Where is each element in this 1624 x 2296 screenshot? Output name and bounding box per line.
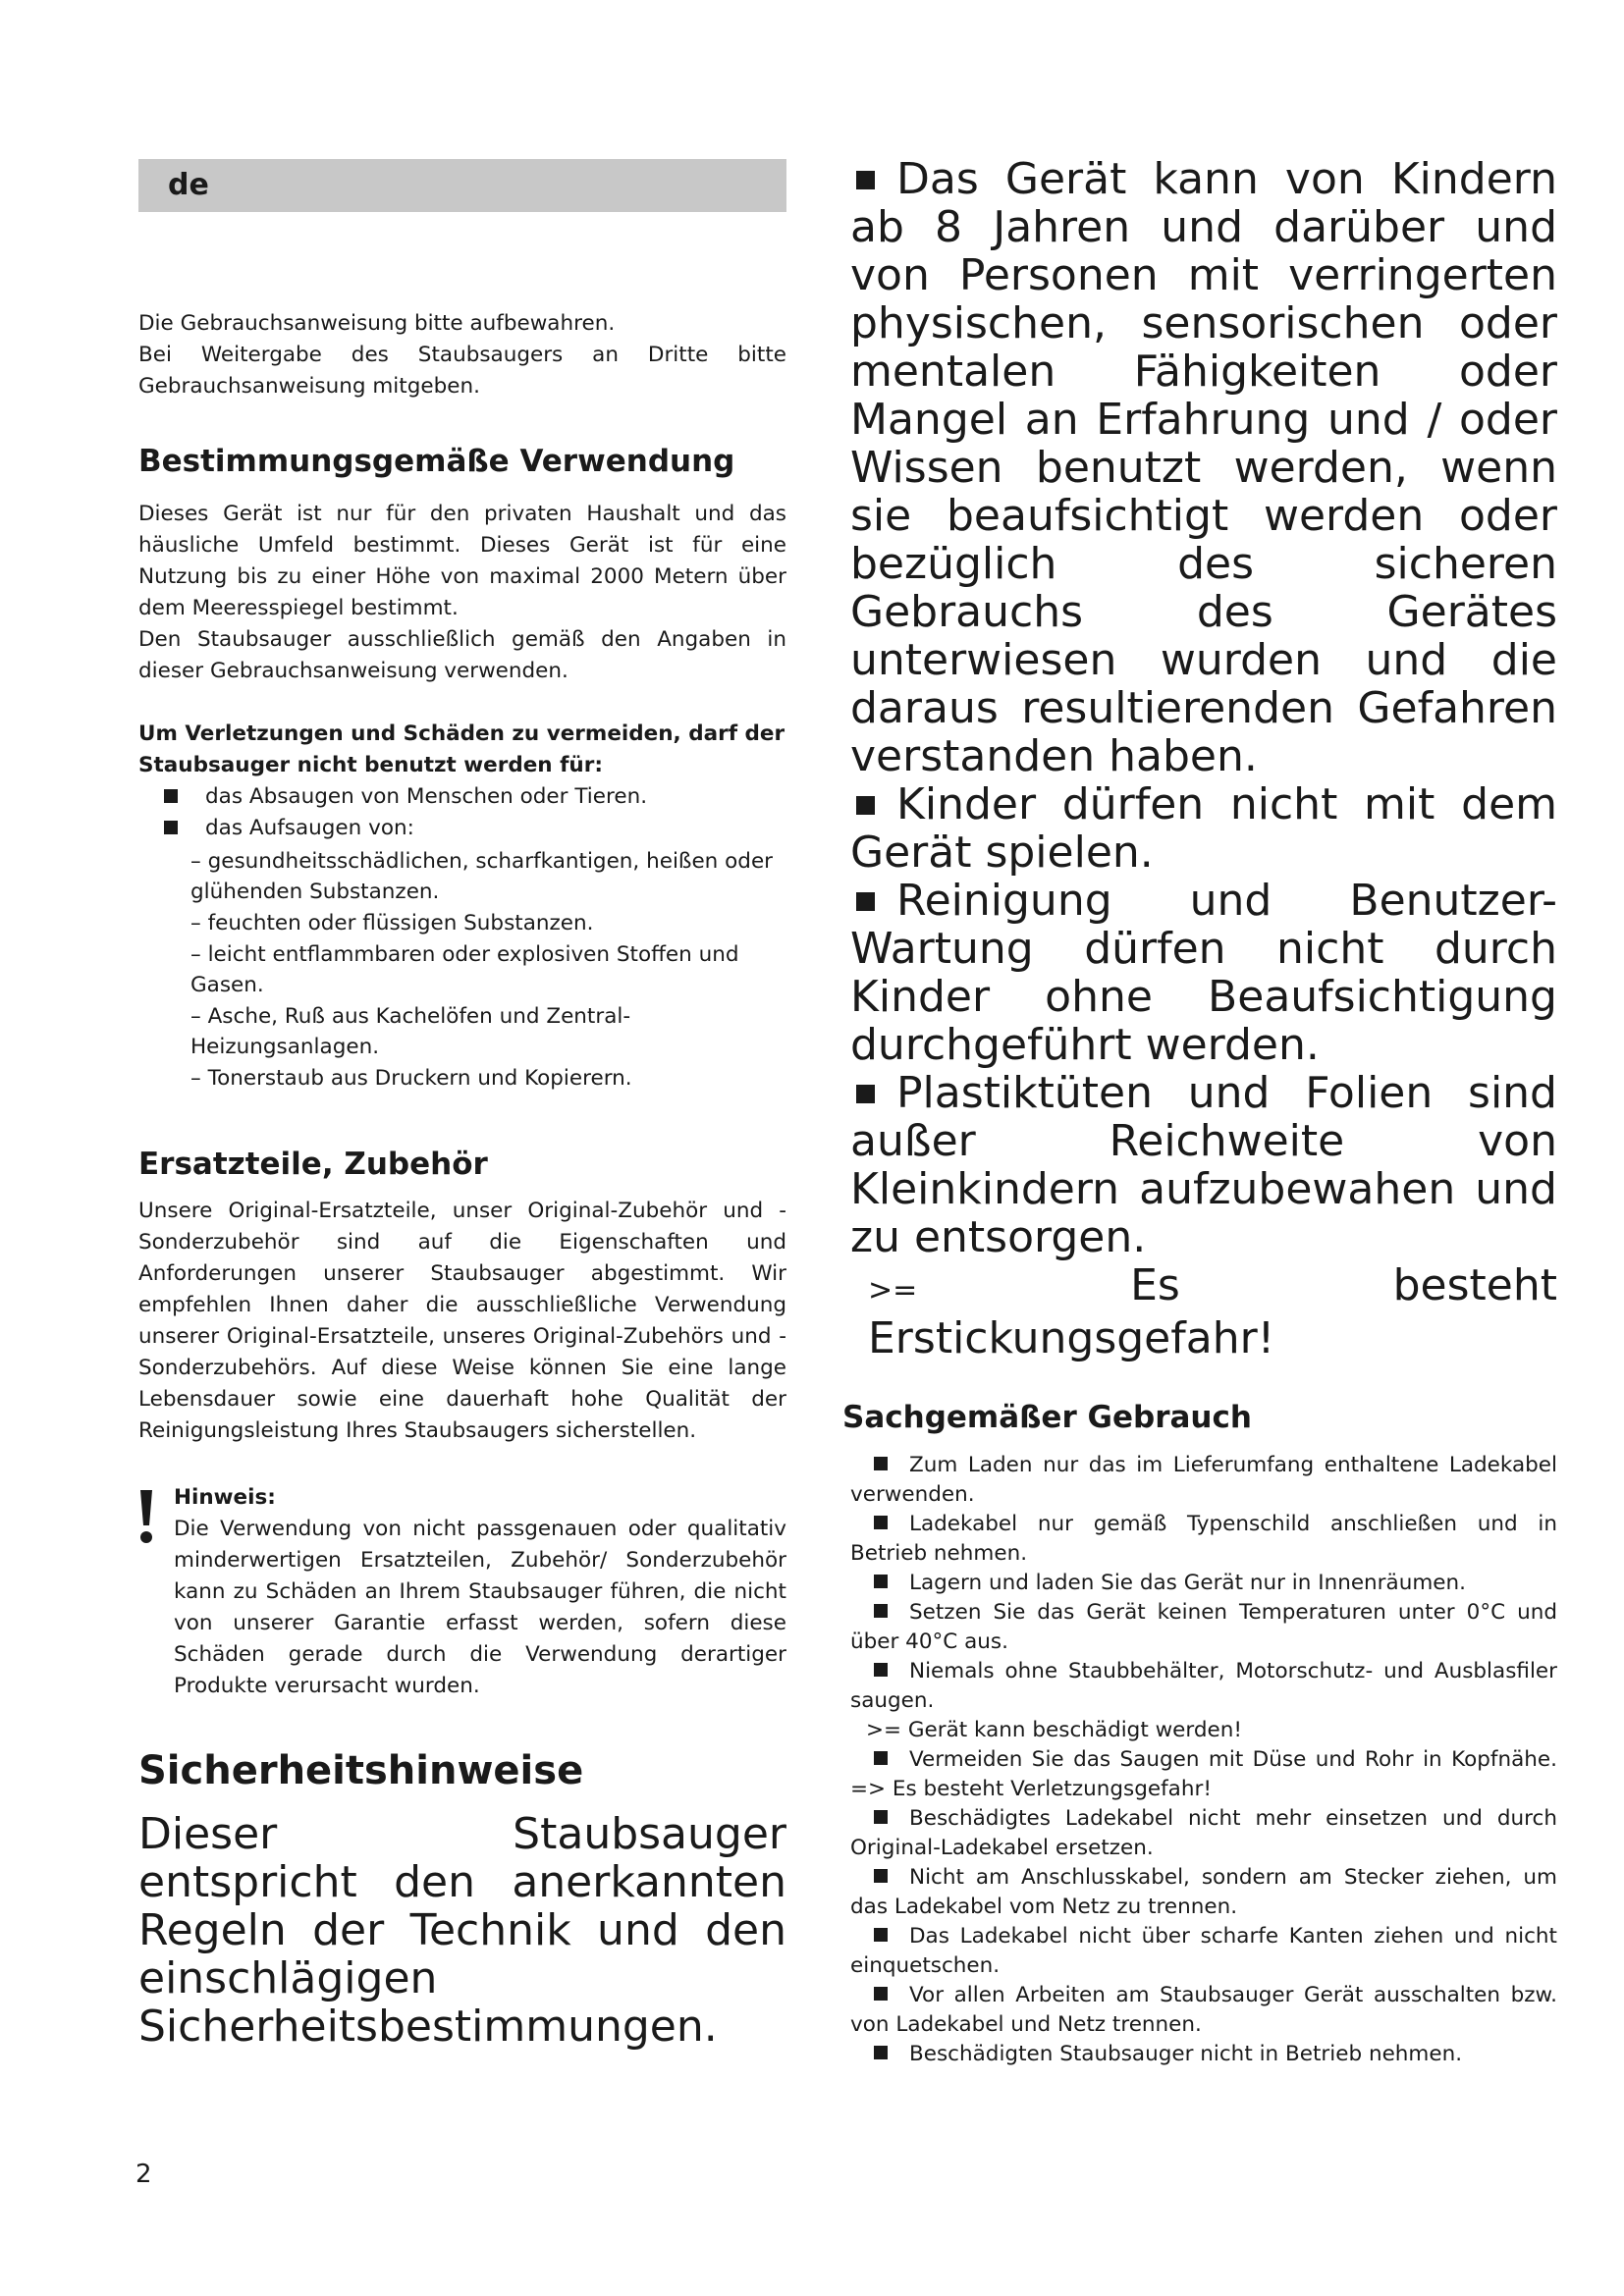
left-column xyxy=(138,159,786,2051)
note-text: Die Verwendung von nicht passgenauen oder qualitativ minderwertigen Ersatzteilen, Zubehör/ Sonderzubehör kann zu Schäden an Ihrem Staubsauger führen, die nicht von unserer Garantie erfasst werden, sofern diese Schäden gerade durch die Verwendung derartiger Produkte verursacht wurden. xyxy=(174,1517,786,1698)
proper-use-list xyxy=(850,1451,1557,2069)
warning-heading: Um Verletzungen und Schäden zu vermeiden, darf der Staubsauger nicht benutzt werden für: xyxy=(138,721,785,777)
intended-use-paragraph-2: Den Staubsauger ausschließlich gemäß den Angaben in dieser Gebrauchsanweisung verwenden. xyxy=(138,627,786,683)
list-item: Lagern und laden Sie das Gerät nur in Innenräumen. xyxy=(850,1569,1557,1598)
bullet-square-icon xyxy=(856,1085,875,1103)
list-item: Beschädigten Staubsauger nicht in Betrieb nehmen. xyxy=(850,2040,1557,2069)
note-box xyxy=(138,1482,786,1702)
damage-note: >= Gerät kann beschädigt werden! xyxy=(866,1718,1242,1742)
bullet-square-icon xyxy=(856,892,875,911)
heading-safety: Sicherheitshinweise xyxy=(138,1748,584,1793)
intended-use-paragraph-1: Dieses Gerät ist nur für den privaten Haushalt und das häusliche Umfeld bestimmt. Dieses Gerät ist für eine Nutzung bis zu einer Höhe von maximal 2000 Metern über dem Meeresspiegel bestimmt. xyxy=(138,502,786,620)
bullet-square-icon xyxy=(874,2046,888,2059)
bullet-square-icon xyxy=(856,796,875,815)
list-item: Plastiktüten und Folien sind außer Reichweite von Kleinkindern aufzubewahen und zu entsorgen. xyxy=(850,1068,1557,1262)
list-item: Ladekabel nur gemäß Typenschild anschließen und in Betrieb nehmen. xyxy=(850,1512,1557,1566)
suffocation-note: >= Es besteht Erstickungsgefahr! xyxy=(868,1260,1557,1363)
list-item: das Absaugen von Menschen oder Tieren. xyxy=(138,781,786,813)
list-item: Reinigung und Benutzer-Wartung dürfen nicht durch Kinder ohne Beaufsichtigung durchgeführt werden. xyxy=(850,876,1557,1070)
warning-bullet-list xyxy=(138,781,786,844)
heading-intended-use: Bestimmungsgemäße Verwendung xyxy=(138,444,735,479)
bullet-square-icon xyxy=(874,1810,888,1824)
list-item: Zum Laden nur das im Lieferumfang enthaltene Ladekabel verwenden. xyxy=(850,1453,1557,1507)
list-item: Das Ladekabel nicht über scharfe Kanten ziehen und nicht einquetschen. xyxy=(850,1924,1557,1978)
intro-line-1: Die Gebrauchsanweisung bitte aufbewahren. xyxy=(138,311,616,336)
substance-dash-list xyxy=(138,846,786,1094)
list-item: – gesundheitsschädlichen, scharfkantigen, heißen oder glühenden Substanzen. xyxy=(190,849,774,904)
intro-line-2: Bei Weitergabe des Staubsaugers an Dritte bitte Gebrauchsanweisung mitgeben. xyxy=(138,343,786,399)
page-number: 2 xyxy=(135,2160,152,2189)
bullet-square-icon xyxy=(874,1575,888,1588)
exclamation-icon xyxy=(136,1488,156,1547)
heading-proper-use: Sachgemäßer Gebrauch xyxy=(842,1400,1252,1435)
bullet-square-icon xyxy=(856,171,875,189)
arrow-marker: >= xyxy=(868,1273,918,1308)
list-item: – leicht entflammbaren oder explosiven Stoffen und Gasen. xyxy=(190,942,739,997)
safety-big-list xyxy=(850,155,1557,1362)
list-item: Nicht am Anschlusskabel, sondern am Stecker ziehen, um das Ladekabel vom Netz zu trennen. xyxy=(850,1865,1557,1919)
list-item: – Tonerstaub aus Druckern und Kopierern. xyxy=(190,1066,632,1091)
right-column xyxy=(842,154,1557,2069)
bullet-square-icon xyxy=(874,1516,888,1529)
list-item: Kinder dürfen nicht mit dem Gerät spielen. xyxy=(850,779,1557,878)
list-item: Das Gerät kann von Kindern ab 8 Jahren und darüber und von Personen mit verringerten physischen, sensorischen oder mentalen Fähigkeiten oder Mangel an Erfahrung und / oder Wissen benutzt werden, wenn sie beaufsichtigt werden oder bezüglich des sicheren Gebrauchs des Gerätes unterwiesen wurden und die daraus resultierenden Gefahren verstanden haben. xyxy=(850,154,1557,781)
language-tag: de xyxy=(138,159,786,212)
heading-spare-parts: Ersatzteile, Zubehör xyxy=(138,1147,488,1182)
list-item: Vermeiden Sie das Saugen mit Düse und Rohr in Kopfnähe. => Es besteht Verletzungsgefahr! xyxy=(850,1747,1557,1801)
bullet-square-icon xyxy=(874,1663,888,1677)
spare-parts-paragraph: Unsere Original-Ersatzteile, unser Original-Zubehör und -Sonderzubehör sind auf die Eigenschaften und Anforderungen unserer Staubsauger abgestimmt. Wir empfehlen Ihnen daher die ausschließliche Verwendung unserer Original-Ersatzteile, unseres Original-Zubehörs und -Sonderzubehörs. Auf diese Weise können Sie eine lange Lebensdauer sowie eine dauerhaft hohe Qualität der Reinigungsleistung Ihres Staubsaugers sicherstellen. xyxy=(138,1199,786,1443)
bullet-square-icon xyxy=(874,1869,888,1883)
bullet-square-icon xyxy=(874,1457,888,1470)
list-item: das Aufsaugen von: xyxy=(138,813,786,844)
bullet-square-icon xyxy=(874,1604,888,1618)
list-item: Niemals ohne Staubbehälter, Motorschutz- und Ausblasfiler saugen. xyxy=(850,1659,1557,1713)
list-item: – feuchten oder flüssigen Substanzen. xyxy=(190,911,594,935)
list-item: Beschädigtes Ladekabel nicht mehr einsetzen und durch Original-Ladekabel ersetzen. xyxy=(850,1806,1557,1860)
safety-statement: Dieser Staubsauger entspricht den anerkannten Regeln der Technik und den einschlägigen Sicherheitsbestimmungen. xyxy=(138,1809,786,2052)
list-item: Vor allen Arbeiten am Staubsauger Gerät ausschalten bzw. von Ladekabel und Netz trennen. xyxy=(850,1983,1557,2037)
list-item: Setzen Sie das Gerät keinen Temperaturen unter 0°C und über 40°C aus. xyxy=(850,1600,1557,1654)
list-item: – Asche, Ruß aus Kachelöfen und Zentral- Heizungsanlagen. xyxy=(190,1004,631,1059)
bullet-square-icon xyxy=(874,1987,888,2001)
bullet-square-icon xyxy=(164,789,178,803)
bullet-square-icon xyxy=(874,1928,888,1942)
note-label: Hinweis: xyxy=(174,1485,276,1510)
bullet-square-icon xyxy=(874,1751,888,1765)
bullet-square-icon xyxy=(164,821,178,834)
